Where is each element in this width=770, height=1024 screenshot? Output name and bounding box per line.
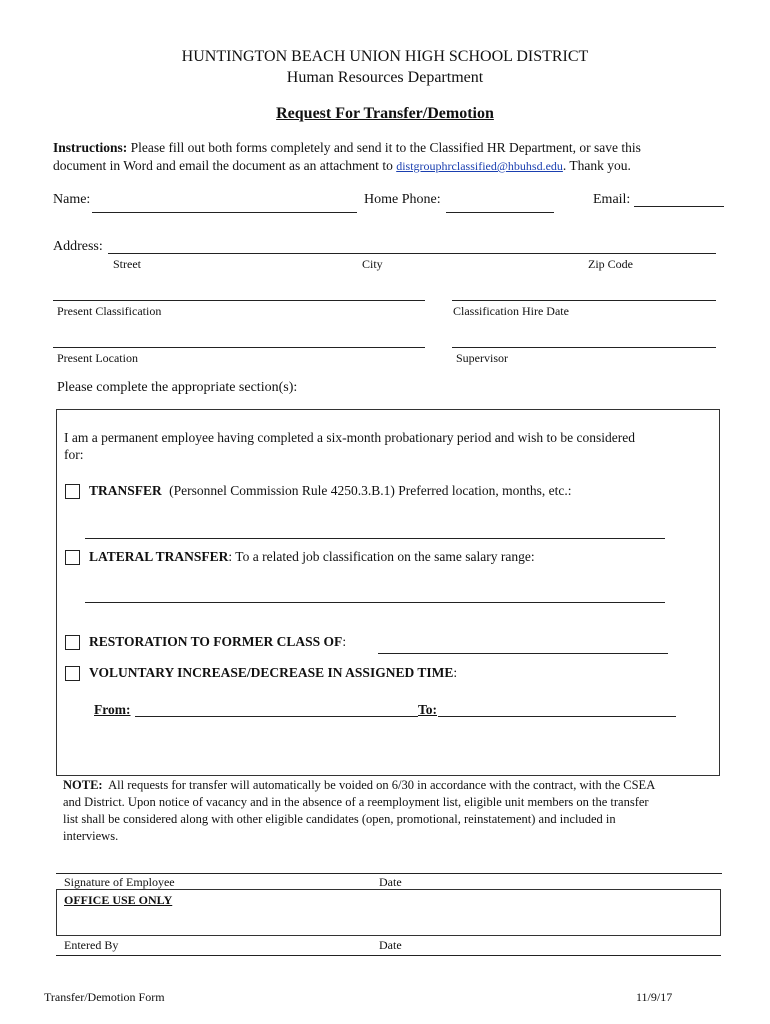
address-label: Address:: [53, 239, 103, 254]
email-label: Email:: [593, 192, 631, 207]
transfer-desc: (Personnel Commission Rule 4250.3.B.1) Preferred location, months, etc.:: [169, 483, 572, 498]
note-line-3: list shall be considered along with other eligible candidates (open, promotional, reinstatement) and included in: [63, 812, 616, 826]
instructions-text-1: Please fill out both forms completely and send it to the Classified HR Department, or save this: [130, 140, 641, 155]
note-text-1: All requests for transfer will automatically be voided on 6/30 in accordance with the contract, with the CSEA: [108, 778, 656, 792]
entered-date-label: Date: [379, 938, 402, 952]
supervisor-label: Supervisor: [456, 351, 508, 365]
lateral-transfer-desc: : To a related job classification on the same salary range:: [228, 549, 535, 564]
district-name: HUNTINGTON BEACH UNION HIGH SCHOOL DISTRICT: [181, 48, 589, 65]
note-label: NOTE:: [63, 778, 103, 792]
voluntary-title: VOLUNTARY INCREASE/DECREASE IN ASSIGNED TIME: [89, 665, 454, 680]
zip-code-label: Zip Code: [588, 257, 633, 271]
transfer-title: TRANSFER: [89, 483, 162, 498]
restoration-option: [89, 634, 346, 650]
entered-by-line: [56, 955, 721, 956]
from-field[interactable]: [135, 716, 418, 717]
classification-hire-date-label: Classification Hire Date: [453, 304, 569, 318]
lateral-transfer-details-field[interactable]: [85, 602, 665, 603]
to-field[interactable]: [438, 716, 676, 717]
street-label: Street: [113, 257, 141, 271]
signature-date-label: Date: [379, 875, 402, 889]
instructions: [53, 140, 743, 156]
address-field[interactable]: [108, 253, 716, 254]
present-location-label: Present Location: [57, 351, 138, 365]
hr-email-link[interactable]: distgrouphrclassified@hbuhsd.edu: [396, 159, 563, 173]
instructions-text-2: document in Word and email the document as an attachment to: [53, 158, 393, 173]
instructions-thanks: . Thank you.: [562, 158, 631, 173]
voluntary-checkbox[interactable]: [65, 666, 80, 681]
classification-hire-date-field[interactable]: [452, 300, 716, 301]
restoration-class-field[interactable]: [378, 653, 668, 654]
transfer-details-field[interactable]: [85, 538, 665, 539]
name-label: Name:: [53, 192, 91, 207]
name-field[interactable]: [92, 212, 357, 213]
instructions-line-2: [53, 158, 631, 174]
present-location-field[interactable]: [53, 347, 425, 348]
note-line-1: [63, 777, 733, 794]
lateral-transfer-title: LATERAL TRANSFER: [89, 549, 229, 564]
present-classification-label: Present Classification: [57, 304, 162, 318]
footer-date: 11/9/17: [636, 990, 673, 1004]
note: [63, 777, 733, 845]
transfer-option: [89, 483, 571, 499]
restoration-checkbox[interactable]: [65, 635, 80, 650]
box-intro-2: for:: [64, 447, 84, 462]
home-phone-field[interactable]: [446, 212, 554, 213]
sections-box: [56, 409, 720, 776]
restoration-title: RESTORATION TO FORMER CLASS OF: [89, 634, 343, 649]
lateral-transfer-checkbox[interactable]: [65, 550, 80, 565]
restoration-colon: :: [342, 634, 347, 649]
department-name: Human Resources Department: [286, 69, 484, 86]
footer-form-name: Transfer/Demotion Form: [44, 990, 165, 1004]
supervisor-field[interactable]: [452, 347, 716, 348]
signature-label: Signature of Employee: [64, 875, 175, 889]
present-classification-field[interactable]: [53, 300, 425, 301]
sections-prompt: Please complete the appropriate section(s):: [57, 380, 298, 395]
voluntary-colon: :: [453, 665, 458, 680]
note-line-2: and District. Upon notice of vacancy and in the absence of a reemployment list, eligible unit members on the transfer: [63, 795, 649, 809]
entered-by-label: Entered By: [64, 938, 119, 952]
office-use-label: OFFICE USE ONLY: [64, 893, 173, 907]
note-line-4: interviews.: [63, 829, 119, 843]
form-title: Request For Transfer/Demotion: [276, 105, 494, 122]
box-intro-1: I am a permanent employee having completed a six-month probationary period and wish to be considered: [64, 430, 635, 445]
signature-field[interactable]: [56, 873, 722, 874]
email-field[interactable]: [634, 206, 724, 207]
transfer-checkbox[interactable]: [65, 484, 80, 499]
from-label: From:: [94, 702, 131, 717]
instructions-label: Instructions:: [53, 140, 128, 155]
voluntary-option: [89, 665, 457, 681]
city-label: City: [362, 257, 383, 271]
home-phone-label: Home Phone:: [364, 192, 441, 207]
lateral-transfer-option: [89, 549, 535, 565]
to-label: To:: [418, 702, 438, 717]
